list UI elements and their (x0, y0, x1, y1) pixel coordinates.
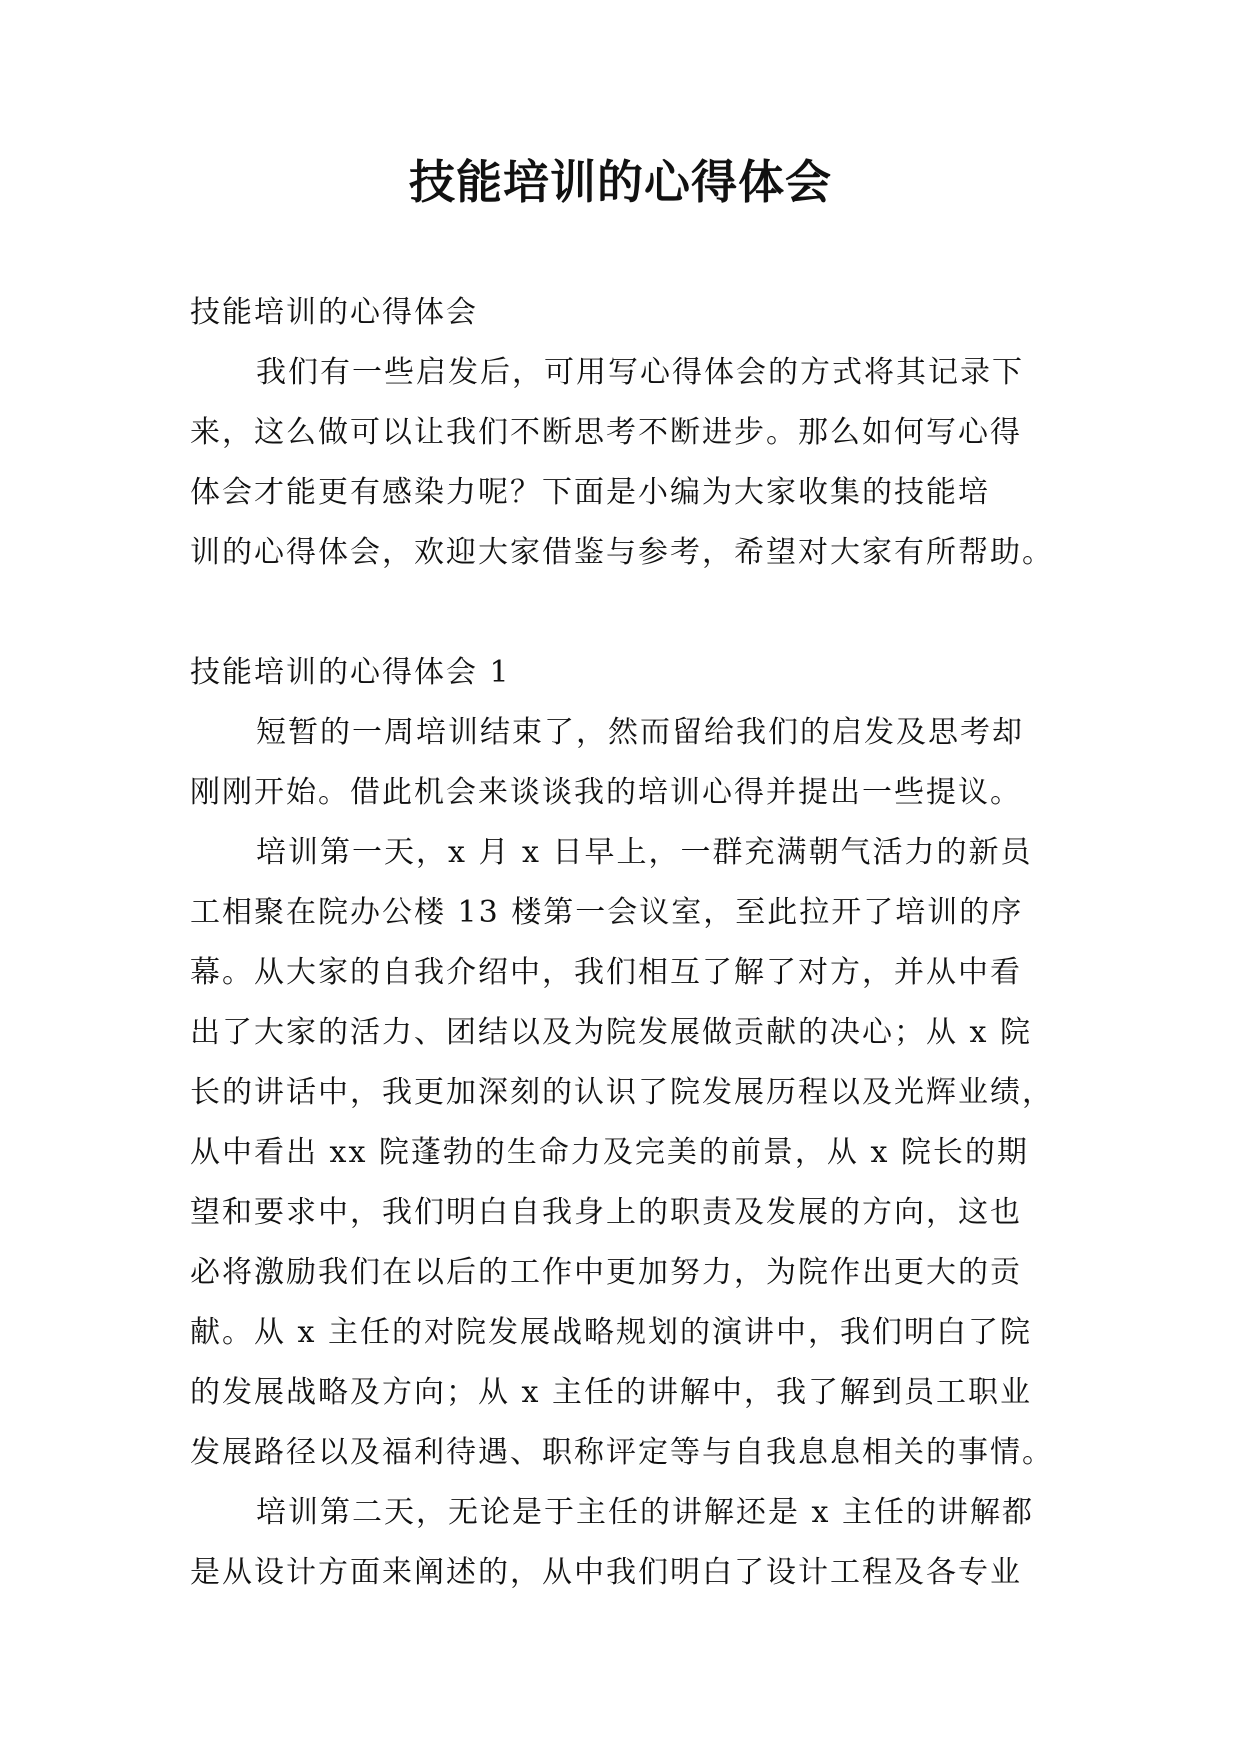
text-line: 出了大家的活力、团结以及为院发展做贡献的决心；从 x 院 (190, 1015, 1032, 1050)
text-line: 我们有一些启发后，可用写心得体会的方式将其记录下 (256, 355, 1024, 390)
section-heading: 技能培训的心得体会 1 (190, 655, 511, 690)
text-line: 培训第一天，x 月 x 日早上，一群充满朝气活力的新员 (256, 835, 1033, 870)
document-body (190, 283, 1060, 1603)
paragraph-gap (190, 583, 1060, 643)
text-line: 发展路径以及福利待遇、职称评定等与自我息息相关的事情。 (190, 1435, 1054, 1470)
text-line: 是从设计方面来阐述的，从中我们明白了设计工程及各专业 (190, 1555, 1022, 1590)
text-line: 短暂的一周培训结束了，然而留给我们的启发及思考却 (256, 715, 1024, 750)
document-title: 技能培训的心得体会 (409, 155, 832, 209)
text-line: 献。从 x 主任的对院发展战略规划的演讲中，我们明白了院 (190, 1315, 1032, 1350)
text-line: 从中看出 xx 院蓬勃的生命力及完美的前景，从 x 院长的期 (190, 1135, 1029, 1170)
text-line: 工相聚在院办公楼 13 楼第一会议室，至此拉开了培训的序 (190, 895, 1024, 930)
text-line: 的发展战略及方向；从 x 主任的讲解中，我了解到员工职业 (190, 1375, 1032, 1410)
text-line: 必将激励我们在以后的工作中更加努力，为院作出更大的贡 (190, 1255, 1022, 1290)
text-line: 训的心得体会，欢迎大家借鉴与参考，希望对大家有所帮助。 (190, 535, 1054, 570)
text-line: 幕。从大家的自我介绍中，我们相互了解了对方，并从中看 (190, 955, 1022, 990)
text-line: 长的讲话中，我更加深刻的认识了院发展历程以及光辉业绩， (190, 1075, 1054, 1110)
text-line: 望和要求中，我们明白自我身上的职责及发展的方向，这也 (190, 1195, 1022, 1230)
document-subtitle: 技能培训的心得体会 (190, 295, 478, 330)
text-line: 来，这么做可以让我们不断思考不断进步。那么如何写心得 (190, 415, 1022, 450)
text-line: 体会才能更有感染力呢？下面是小编为大家收集的技能培 (190, 475, 990, 510)
text-line: 培训第二天，无论是于主任的讲解还是 x 主任的讲解都 (256, 1495, 1034, 1530)
text-line: 刚刚开始。借此机会来谈谈我的培训心得并提出一些提议。 (190, 775, 1022, 810)
